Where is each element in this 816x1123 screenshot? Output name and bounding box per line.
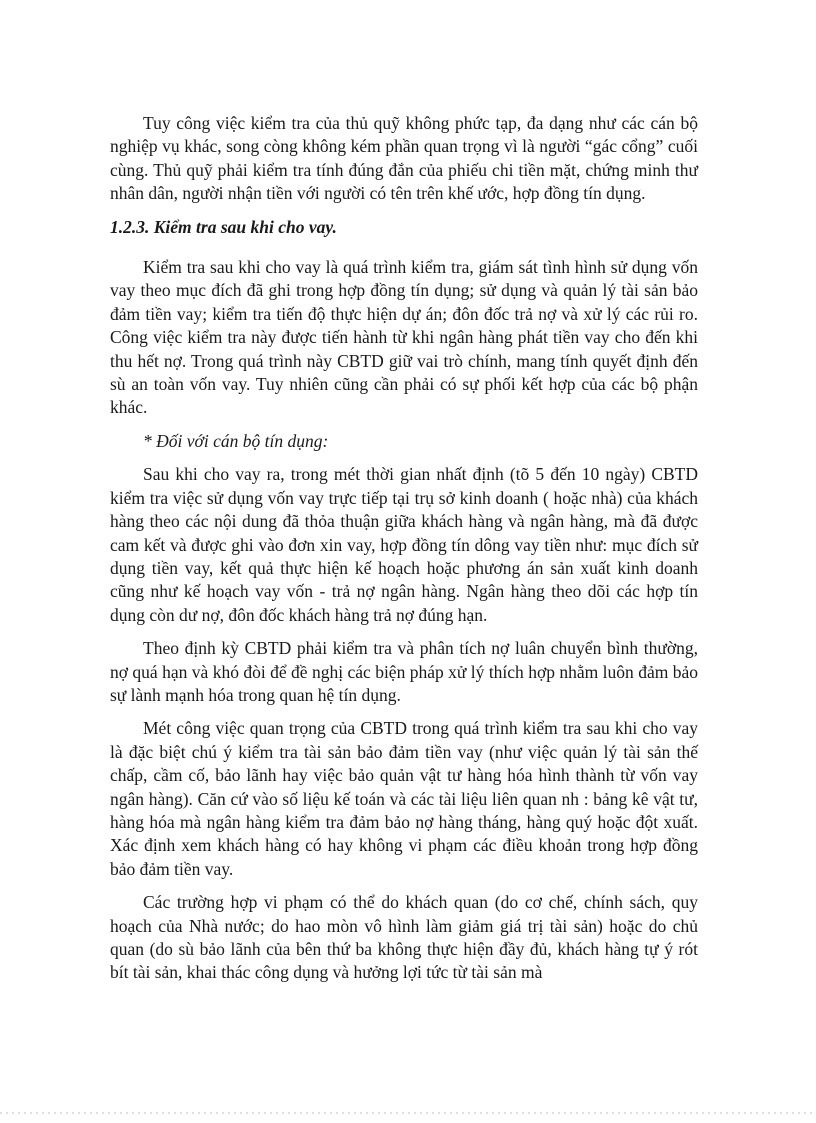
subheading-credit-officer: * Đối với cán bộ tín dụng:: [143, 430, 329, 451]
paragraph-body-3: Mét công việc quan trọng của CBTD trong quá trình kiểm tra sau khi cho vay là đặc biệt chú ý kiểm tra tài sản bảo đảm tiền vay (như việc quản lý tài sản thế chấp, cầm cố, bảo lãnh hay việc bảo quản vật tư hàng hóa hình thành từ vốn vay ngân hàng). Căn cứ vào số liệu kế toán và các tài liệu liên quan nh : bảng kê vật tư, hàng hóa mà ngân hàng kiểm tra đảm bảo nợ hàng tháng, hàng quý hoặc đột xuất. Xác định xem khách hàng có hay không vi phạm các điều khoản trong hợp đồng bảo đảm tiền vay.: [110, 718, 698, 879]
document-page: [110, 112, 698, 995]
page-bottom-border: [0, 1112, 816, 1114]
paragraph-section-intro: Kiểm tra sau khi cho vay là quá trình kiểm tra, giám sát tình hình sử dụng vốn vay theo mục đích đã ghi trong hợp đồng tín dụng; sử dụng và quản lý tài sản bảo đảm tiền vay; kiểm tra tiến độ thực hiện dự án; đôn đốc trả nợ và xử lý các rủi ro. Công việc kiểm tra này được tiến hành từ khi ngân hàng phát tiền vay cho đến khi thu hết nợ. Trong quá trình này CBTD giữ vai trò chính, mang tính quyết định đến sù an toàn vốn vay. Tuy nhiên cũng cần phải có sự phối kết hợp của các bộ phận khác.: [110, 257, 698, 418]
paragraph-body-2: Theo định kỳ CBTD phải kiểm tra và phân tích nợ luân chuyển bình thường, nợ quá hạn và khó đòi để đề nghị các biện pháp xử lý thích hợp nhằm luôn đảm bảo sự lành mạnh hóa trong quan hệ tín dụng.: [110, 638, 698, 705]
paragraph-intro: Tuy công việc kiểm tra của thủ quỹ không phức tạp, đa dạng như các cán bộ nghiệp vụ khác, song còng không kém phần quan trọng vì là người “gác cổng” cuối cùng. Thủ quỹ phải kiểm tra tính đúng đắn của phiếu chi tiền mặt, chứng minh thư nhân dân, người nhận tiền với người có tên trên khế ước, hợp đồng tín dụng.: [110, 113, 698, 204]
section-heading: 1.2.3. Kiểm tra sau khi cho vay.: [110, 216, 337, 237]
paragraph-body-4: Các trường hợp vi phạm có thể do khách quan (do cơ chế, chính sách, quy hoạch của Nhà nước; do hao mòn vô hình làm giảm giá trị tài sản) hoặc do chủ quan (do sù bảo lãnh của bên thứ ba không thực hiện đầy đủ, khách hàng tự ý rót bít tài sản, khai thác công dụng và hưởng lợi tức từ tài sản mà: [110, 892, 698, 983]
paragraph-body-1: Sau khi cho vay ra, trong mét thời gian nhất định (tõ 5 đến 10 ngày) CBTD kiểm tra việc sử dụng vốn vay trực tiếp tại trụ sở kinh doanh ( hoặc nhà) của khách hàng theo các nội dung đã thỏa thuận giữa khách hàng và ngân hàng, mà đã được cam kết và được ghi vào đơn xin vay, hợp đồng tín dông vay tiền như: mục đích sử dụng tiền vay, kết quả thực hiện kế hoạch hoặc phương án sản xuất kinh doanh cũng như kế hoạch vay vốn - trả nợ ngân hàng. Ngân hàng theo dõi các hợp tín dụng còn dư nợ, đôn đốc khách hàng trả nợ đúng hạn.: [110, 464, 698, 625]
